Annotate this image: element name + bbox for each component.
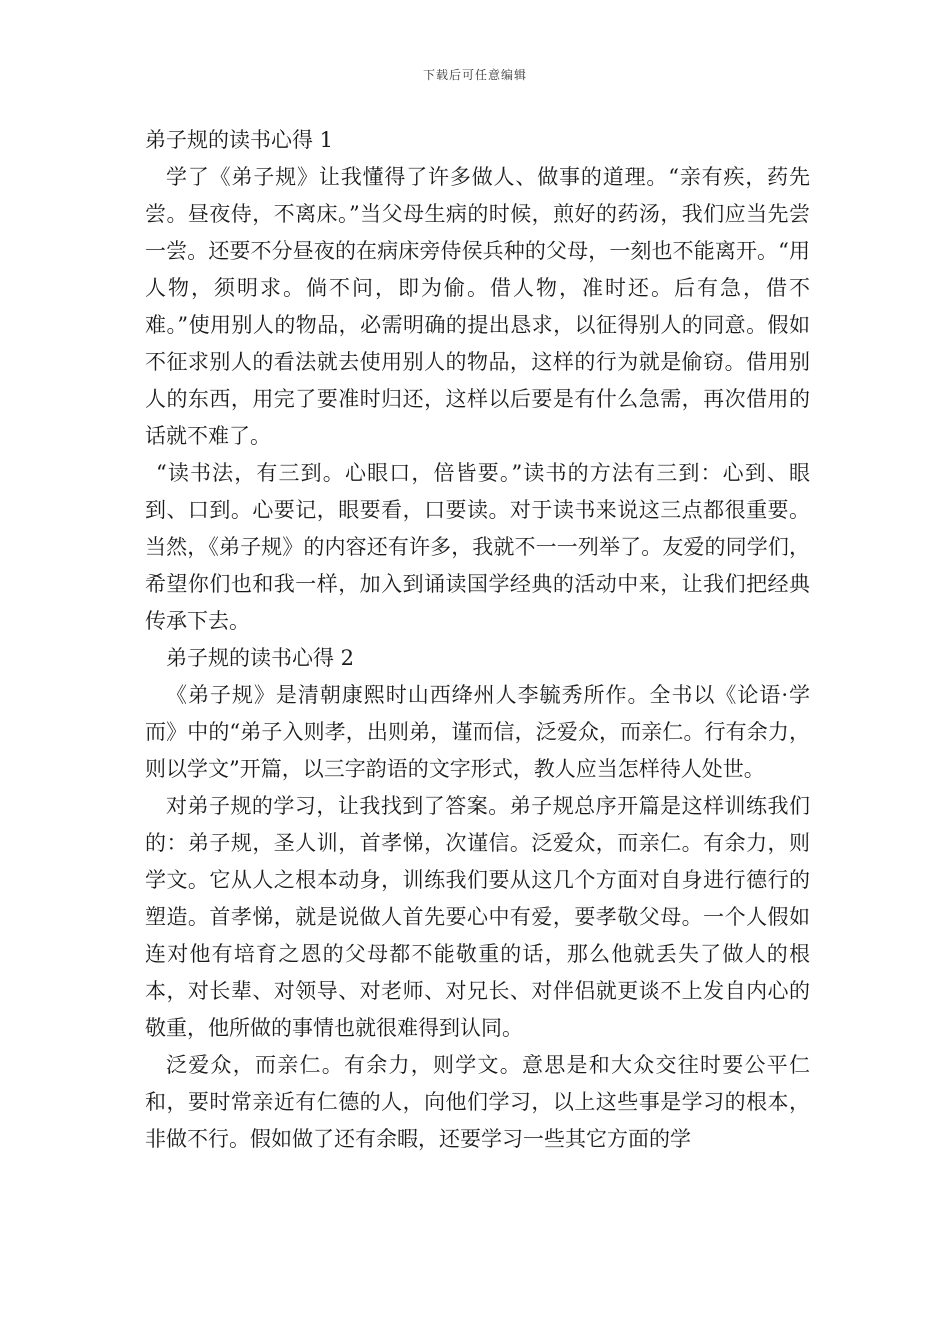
section-1-paragraph-2: “读书法，有三到。心眼口，倍皆要。”读书的方法有三到：心到、眼到、口到。心要记，眼要看，口要读。对于读书来说这三点都很重要。当然，《弟子规》的内容还有许多，我就不一一列举了。友爱的同学们，希望你们也和我一样，加入到诵读国学经典的活动中来，让我们把经典传承下去。 [145,461,810,633]
section-2-paragraph-2: 对弟子规的学习，让我找到了答案。弟子规总序开篇是这样训练我们的：弟子规，圣人训，首孝悌，次谨信。泛爱众，而亲仁。有余力，则学文。它从人之根本动身，训练我们要从这几个方面对自身进行德行的塑造。首孝悌，就是说做人首先要心中有爱，要孝敬父母。一个人假如连对他有培育之恩的父母都不能敬重的话，那么他就丢失了做人的根本，对长辈、对领导、对老师、对兄长、对伴侣就更谈不上发自内心的敬重，他所做的事情也就很难得到认同。 [145,794,810,1040]
section-1-paragraph-1: 学了《弟子规》让我懂得了许多做人、做事的道理。“亲有疾，药先尝。昼夜侍，不离床。”当父母生病的时候，煎好的药汤，我们应当先尝一尝。还要不分昼夜的在病床旁侍侯兵种的父母，一刻也不能离开。“用人物，须明求。倘不问，即为偷。借人物，准时还。后有急，借不难。”使用别人的物品，必需明确的提出恳求，以征得别人的同意。假如不征求别人的看法就去使用别人的物品，这样的行为就是偷窃。借用别人的东西，用完了要准时归还，这样以后要是有什么急需，再次借用的话就不难了。 [145,165,810,448]
section-1-title: 弟子规的读书心得 1 [145,128,334,152]
section-2-title: 弟子规的读书心得 2 [166,646,355,670]
section-2-paragraph-3: 泛爱众，而亲仁。有余力，则学文。意思是和大众交往时要公平仁和，要时常亲近有仁德的人，向他们学习，以上这些事是学习的根本，非做不行。假如做了还有余暇，还要学习一些其它方面的学 [145,1053,810,1151]
page-header: 下载后可任意编辑 [422,68,527,82]
section-2-paragraph-1: 《弟子规》是清朝康熙时山西绛州人李毓秀所作。全书以《论语·学而》中的“弟子入则孝，出则弟，谨而信，泛爱众，而亲仁。行有余力，则以学文”开篇，以三字韵语的文字形式，教人应当怎样待人处世。 [145,683,810,781]
document-body [145,122,810,1158]
